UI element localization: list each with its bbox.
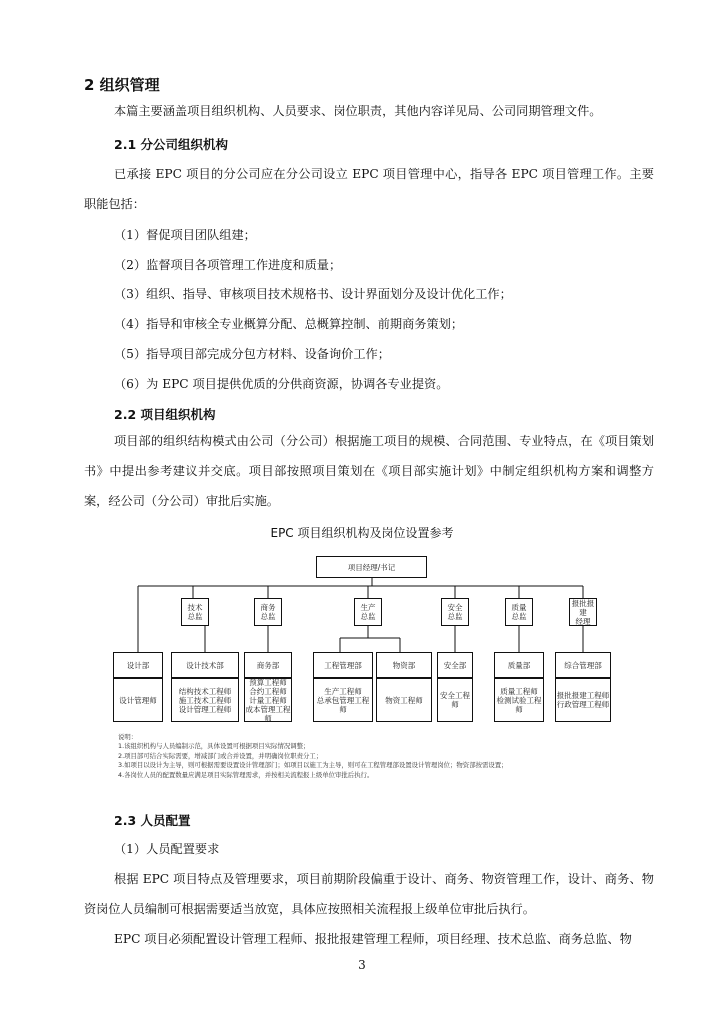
section-2-3-title: 2.3 人员配置 <box>114 813 191 828</box>
note-line: 1.该组织机构与人员编制示范，具体设置可根据项目实际情况调整； <box>118 742 310 751</box>
list-item: （5）指导项目部完成分包方材料、设备询价工作； <box>114 347 390 361</box>
section-2-2-title: 2.2 项目组织机构 <box>114 407 216 422</box>
roles-design-technology: 结构技术工程师 施工技术工程师 设计管理工程师 <box>171 678 239 722</box>
org-chart-notes <box>118 733 618 780</box>
section-2-3-paragraph-1: 根据 EPC 项目特点及管理要求，项目前期阶段偏重于设计、商务、物资管理工作，设计、商务、物资岗位人员编制可根据需要适当放宽，具体应按照相关流程报上级单位审批后执行。 <box>84 872 654 916</box>
box-safety-director: 安全 总监 <box>441 598 469 626</box>
box-project-manager: 项目经理/书记 <box>316 556 427 578</box>
list-item: （3）组织、指导、审核项目技术规格书、设计界面划分及设计优化工作； <box>114 287 512 301</box>
list-item: （1）督促项目团队组建； <box>114 228 256 242</box>
box-production-director: 生产 总监 <box>354 598 382 626</box>
roles-design: 设计管理师 <box>113 678 163 722</box>
dept-quality: 质量部 <box>494 652 544 678</box>
list-item: （2）监督项目各项管理工作进度和质量； <box>114 258 342 272</box>
note-line: 2.项目部可结合实际需要，增减部门或合并设置，并明确岗位职责分工； <box>118 751 323 760</box>
dept-design-technology: 设计技术部 <box>171 652 239 678</box>
note-line: 3.如项目以设计为主导，则可根据需要设置设计管理部门；如项目以施工为主导，则可在工程管理部设置设计管理岗位；物资部按需设置； <box>118 761 508 770</box>
section-2-2-paragraph: 项目部的组织结构模式由公司（分公司）根据施工项目的规模、合同范围、专业特点，在《项目策划书》中提出参考建议并交底。项目部按照项目策划在《项目部实施计划》中制定组织机构方案和调整方案，经公司（分公司）审批后实施。 <box>84 434 654 508</box>
dept-design: 设计部 <box>113 652 163 678</box>
section-2-3-subtitle: （1）人员配置要求 <box>114 842 220 856</box>
intro-paragraph: 本篇主要涵盖项目组织机构、人员要求、岗位职责，其他内容详见局、公司同期管理文件。 <box>114 104 602 118</box>
section-2-1-title: 2.1 分公司组织机构 <box>114 137 228 152</box>
dept-safety: 安全部 <box>437 652 473 678</box>
dept-general-admin: 综合管理部 <box>555 652 611 678</box>
org-chart-caption: EPC 项目组织机构及岗位设置参考 <box>270 526 454 540</box>
note-line: 说明： <box>118 733 138 741</box>
heading-organization-management: 2 组织管理 <box>84 76 160 94</box>
dept-commercial: 商务部 <box>244 652 292 678</box>
list-item: （4）指导和审核全专业概算分配、总概算控制、前期商务策划； <box>114 317 464 331</box>
list-item: （6）为 EPC 项目提供优质的分供商资源，协调各专业提资。 <box>114 377 449 391</box>
dept-materials: 物资部 <box>376 652 432 678</box>
section-2-3-paragraph-2: EPC 项目必须配置设计管理工程师、报批报建管理工程师，项目经理、技术总监、商务总监、物 <box>114 932 632 946</box>
box-quality-director: 质量 总监 <box>505 598 533 626</box>
box-technical-director: 技术 总监 <box>181 598 209 626</box>
box-approval-manager: 报批报建 经理 <box>569 598 597 626</box>
box-commercial-director: 商务 总监 <box>254 598 282 626</box>
dept-engineering: 工程管理部 <box>313 652 373 678</box>
roles-quality: 质量工程师 检测试验工程师 <box>494 678 544 722</box>
roles-safety: 安全工程师 <box>437 678 473 722</box>
section-2-1-paragraph: 已承接 EPC 项目的分公司应在分公司设立 EPC 项目管理中心，指导各 EPC 项目管理工作。主要职能包括： <box>84 167 654 211</box>
roles-general-admin: 报批报建工程师 行政管理工程师 <box>555 678 611 722</box>
roles-engineering: 生产工程师 总承包管理工程师 <box>313 678 373 722</box>
roles-commercial: 预算工程师 合约工程师 计量工程师 成本管理工程师 <box>245 677 291 723</box>
page-number: 3 <box>358 958 366 972</box>
note-line: 4.各岗位人员的配置数量应满足项目实际管理需求，并按相关流程报上级单位审批后执行。 <box>118 770 374 779</box>
roles-materials: 物资工程师 <box>376 678 432 722</box>
